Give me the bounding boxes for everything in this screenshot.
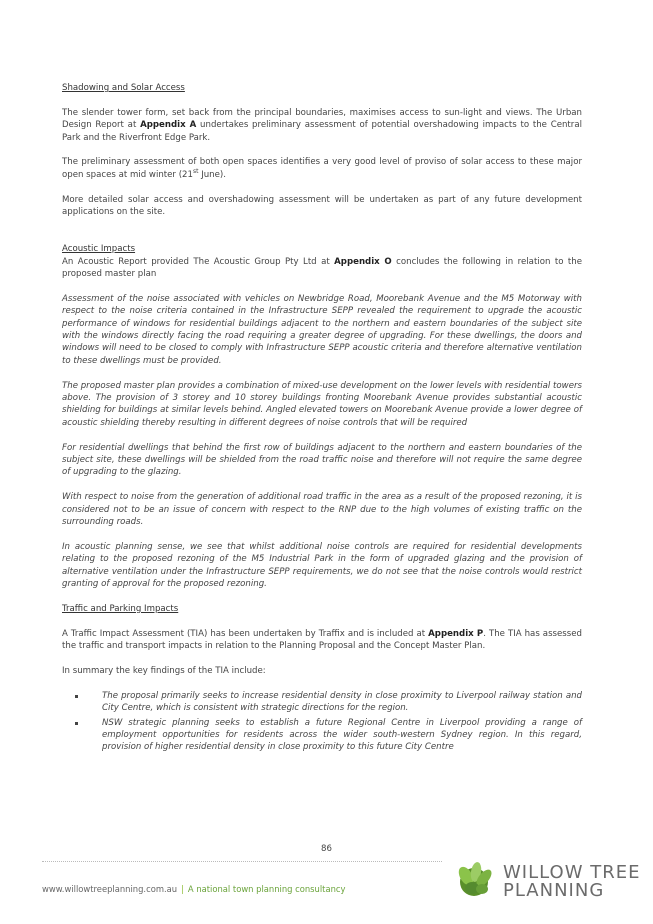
acoustic-intro: An Acoustic Report provided The Acoustic Group Pty Ltd at Appendix O concludes the following in relation to the proposed master plan [62, 256, 582, 280]
traffic-paragraph-2: In summary the key findings of the TIA include: [62, 665, 266, 676]
section-heading-shadowing: Shadowing and Solar Access [62, 83, 185, 93]
page-number: 86 [321, 844, 332, 854]
list-item: The proposal primarily seeks to increase residential density in close proximity to Liverpool railway station and City Centre, which is consistent with strategic directions for the region. [62, 690, 582, 715]
shadowing-paragraph-3: More detailed solar access and overshadowing assessment will be undertaken as part of any future development applications on the site. [62, 194, 582, 218]
appendix-reference: Appendix P [428, 628, 484, 639]
shadowing-paragraph-1: The slender tower form, set back from the principal boundaries, maximises access to sun-light and views. The Urban Design Report at Appendix A undertakes preliminary assessment of potential overshadowing impacts to the Central Park and the Riverfront Edge Park. [62, 107, 582, 143]
footer-text [42, 884, 345, 894]
list-item: NSW strategic planning seeks to establish a future Regional Centre in Liverpool providing a range of employment opportunities for residents across the wider south-western Sydney region. In this regard, provision of higher residential density in close proximity to this future City Centre [62, 717, 582, 754]
acoustic-quote-4: With respect to noise from the generation of additional road traffic in the area as a result of the proposed rezoning, it is considered not to be an issue of concern with respect to the RNP due to the high volumes of existing traffic on the surrounding roads. [62, 492, 582, 528]
footer-divider [42, 861, 442, 862]
footer-tagline: A national town planning consultancy [187, 884, 346, 894]
acoustic-quote-1: Assessment of the noise associated with vehicles on Newbridge Road, Moorebank Avenue and the M5 Motorway with respect to the noise criteria contained in the Infrastructure SEPP revealed the requirement to upgrade the acoustic performance of windows for residential buildings adjacent to the northern and eastern boundaries of the subject site with the windows directly facing the road requiring a greater degree of upgrading. For these dwellings, the doors and windows will need to be closed to comply with Infrastructure SEPP acoustic criteria and therefore alternative ventilation to these dwellings must be provided. [62, 293, 582, 366]
shadowing-paragraph-2: The preliminary assessment of both open spaces identifies a very good level of proviso of solar access to these major open spaces at mid winter (21st June). [62, 157, 582, 180]
acoustic-quote-3: For residential dwellings that behind the first row of buildings adjacent to the northern and eastern boundaries of the subject site, these dwellings will be shielded from the road traffic noise and therefore will not require the same degree of upgrading to the glazing. [62, 442, 582, 478]
section-heading-traffic: Traffic and Parking Impacts [62, 603, 179, 614]
appendix-reference: Appendix O [334, 256, 392, 267]
acoustic-quote-5: In acoustic planning sense, we see that whilst additional noise controls are required for residential developments relating to the proposed rezoning of the M5 Industrial Park in the form of upgraded glazing and the provision of alternative ventilation under the Infrastructure SEPP requirements, we do not see that the noise controls would restrict granting of approval for the proposed rezoning. [62, 541, 582, 590]
tia-findings-list [62, 690, 582, 754]
website-link[interactable]: www.willowtreeplanning.com.au [42, 884, 178, 894]
logo-wordmark-line1: WILLOW TREE [503, 862, 641, 883]
section-heading-acoustic: Acoustic Impacts [62, 244, 136, 255]
logo-wordmark-line2: PLANNING [503, 880, 605, 901]
footer-separator: | [181, 884, 184, 894]
traffic-paragraph-1: A Traffic Impact Assessment (TIA) has been undertaken by Traffix and is included at Appendix P. The TIA has assessed the traffic and transport impacts in relation to the Planning Proposal and the Concept Master Plan. [62, 628, 583, 652]
appendix-reference: Appendix A [140, 120, 197, 131]
acoustic-quote-2: The proposed master plan provides a combination of mixed-use development on the lower levels with residential towers above. The provision of 3 storey and 10 storey buildings fronting Moorebank Avenue provides substantial acoustic shielding for buildings at similar levels behind. Angled elevated towers on Moorebank Avenue provide a lower degree of acoustic shielding thereby resulting in different degrees of noise controls that will be required [62, 380, 582, 428]
page-body [62, 82, 582, 756]
